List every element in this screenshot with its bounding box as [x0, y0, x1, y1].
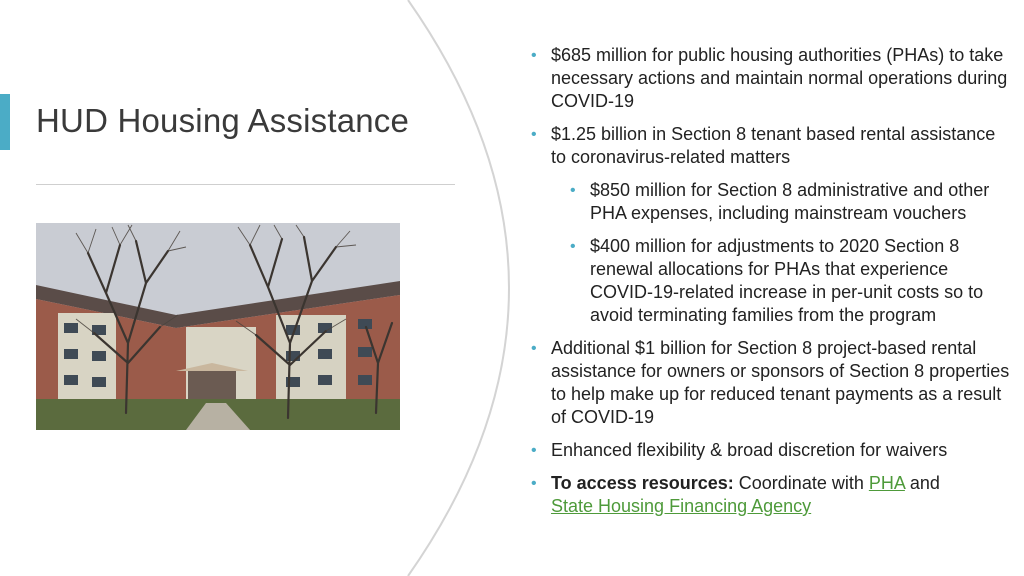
access-resources-item [530, 472, 1010, 518]
bullet-list [530, 44, 1010, 528]
bullet-item [530, 44, 1010, 113]
bullet-dot-icon: • [570, 238, 576, 255]
title-divider [36, 184, 455, 185]
state-housing-agency-link[interactable]: State Housing Financing Agency [551, 496, 812, 516]
access-resources-and: and [904, 473, 940, 493]
bullet-dot-icon: • [531, 126, 537, 143]
bullet-text: $685 million for public housing authorities (PHAs) to take necessary actions and maintain normal operations during COVID-19 [551, 45, 1008, 111]
bullet-dot-icon: • [531, 475, 537, 492]
access-resources-label: To access resources: [551, 473, 734, 493]
title-accent-bar [0, 94, 10, 150]
slide-title: HUD Housing Assistance [36, 102, 410, 139]
bullet-text: $850 million for Section 8 administrative and other PHA expenses, including mainstream vouchers [590, 180, 990, 223]
sub-bullet-item [569, 179, 1010, 225]
pha-link[interactable]: PHA [868, 473, 905, 493]
bullet-item [530, 337, 1010, 429]
bullet-item [530, 439, 1010, 462]
access-resources-text: Coordinate with [733, 473, 869, 493]
bullet-dot-icon: • [531, 340, 537, 357]
sub-bullet-item [569, 235, 1010, 327]
bullet-dot-icon: • [570, 182, 576, 199]
bullet-dot-icon: • [531, 47, 537, 64]
bullet-item [530, 123, 1010, 169]
bullet-text: Additional $1 billion for Section 8 project-based rental assistance for owners or sponsors of Section 8 properties to help make up for reduced tenant payments as a result of COVID-19 [551, 338, 1010, 427]
bullet-text: $400 million for adjustments to 2020 Section 8 renewal allocations for PHAs that experience COVID-19-related increase in per-unit costs so to avoid terminating families from the program [590, 236, 984, 325]
bullet-dot-icon: • [531, 442, 537, 459]
bullet-text: Enhanced flexibility & broad discretion for waivers [551, 440, 948, 460]
apartment-photo [36, 223, 400, 430]
bullet-text: $1.25 billion in Section 8 tenant based rental assistance to coronavirus-related matters [551, 124, 996, 167]
